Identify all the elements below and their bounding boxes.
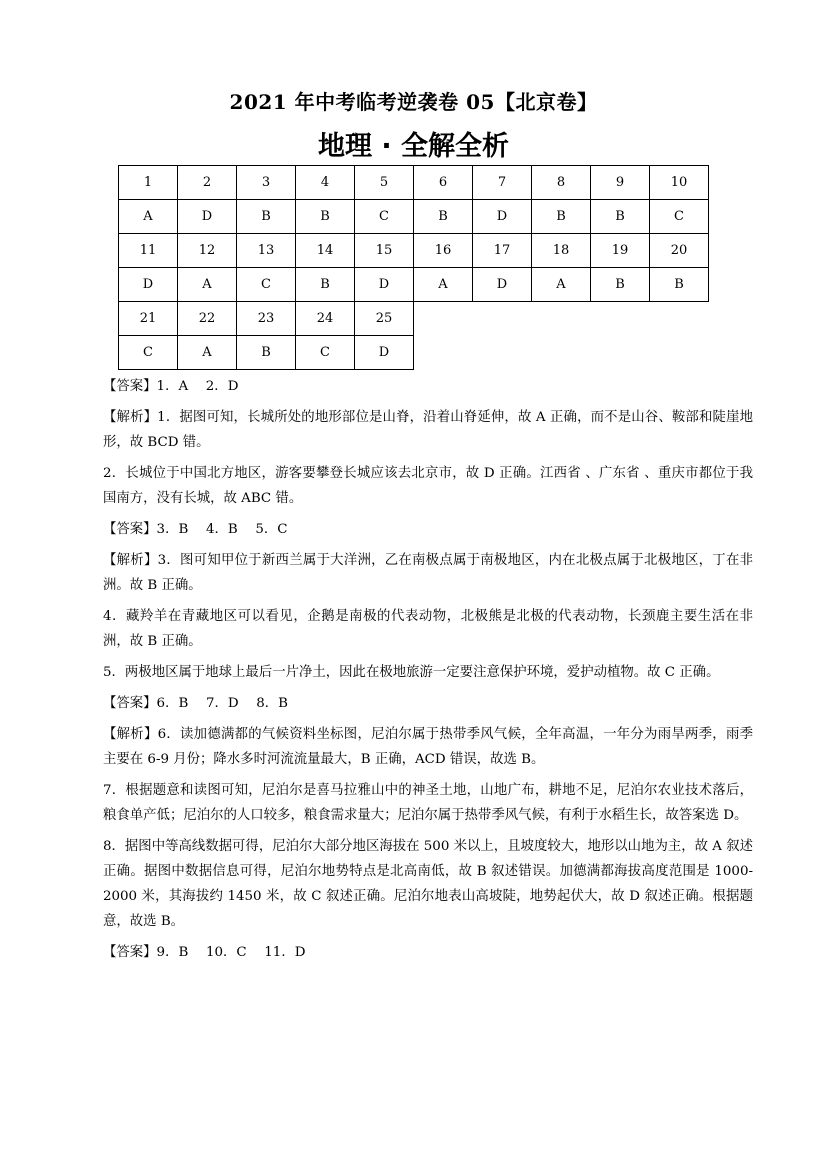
question-number-cell: 10 — [650, 166, 709, 200]
empty-cell — [532, 336, 591, 370]
explanation-paragraph: 7．根据题意和读图可知，尼泊尔是喜马拉雅山中的神圣土地，山地广布，耕地不足，尼泊尔农业技术落后，粮食单产低；尼泊尔的人口较多，粮食需求量大；尼泊尔属于热带季风气候，有利于水稻生长，故答案选 D。 — [103, 783, 753, 823]
answer-cell: D — [473, 268, 532, 302]
question-number-cell: 13 — [237, 234, 296, 268]
question-number-cell: 1 — [119, 166, 178, 200]
answer-cell: B — [591, 200, 650, 234]
answer-cell: B — [237, 336, 296, 370]
answer-cell: D — [473, 200, 532, 234]
explanation-paragraph: 【解析】3．图可知甲位于新西兰属于大洋洲，乙在南极点属于南极地区，内在北极点属于北极地区，丁在非洲。故 B 正确。 — [103, 553, 753, 593]
question-number-cell: 21 — [119, 302, 178, 336]
empty-cell — [414, 302, 473, 336]
explanation-body — [103, 374, 753, 971]
explanation-paragraph: 4．藏羚羊在青藏地区可以看见，企鹅是南极的代表动物，北极熊是北极的代表动物，长颈鹿主要生活在非洲，故 B 正确。 — [103, 609, 753, 649]
question-number-cell: 18 — [532, 234, 591, 268]
question-number-cell: 16 — [414, 234, 473, 268]
empty-cell — [591, 336, 650, 370]
answer-table-row — [119, 234, 709, 268]
answer-cell: D — [119, 268, 178, 302]
question-number-cell: 22 — [178, 302, 237, 336]
empty-cell — [473, 302, 532, 336]
answer-table-row — [119, 268, 709, 302]
answer-cell: B — [591, 268, 650, 302]
answer-cell: A — [119, 200, 178, 234]
answer-table-row — [119, 336, 709, 370]
question-number-cell: 15 — [355, 234, 414, 268]
empty-cell — [650, 336, 709, 370]
answer-line: 【答案】1．A 2．D — [103, 379, 239, 394]
question-number-cell: 3 — [237, 166, 296, 200]
question-number-cell: 9 — [591, 166, 650, 200]
answer-cell: A — [178, 268, 237, 302]
answer-cell: C — [355, 200, 414, 234]
empty-cell — [473, 336, 532, 370]
answer-cell: B — [237, 200, 296, 234]
empty-cell — [650, 302, 709, 336]
question-number-cell: 19 — [591, 234, 650, 268]
explanation-paragraph: 【解析】1．据图可知，长城所处的地形部位是山脊，沿着山脊延伸，故 A 正确，而不是山谷、鞍部和陡崖地形，故 BCD 错。 — [103, 410, 753, 450]
empty-cell — [532, 302, 591, 336]
explanation-paragraph: 【解析】6．读加德满都的气候资料坐标图，尼泊尔属于热带季风气候，全年高温，一年分为雨旱两季，雨季主要在 6-9 月份；降水多时河流流量最大，B 正确，ACD 错误，故选 B。 — [103, 727, 753, 767]
question-number-cell: 14 — [296, 234, 355, 268]
answer-cell: B — [650, 268, 709, 302]
question-number-cell: 23 — [237, 302, 296, 336]
explanation-paragraph: 8．据图中等高线数据可得，尼泊尔大部分地区海拔在 500 米以上，且坡度较大，地形以山地为主，故 A 叙述正确。据图中数据信息可得，尼泊尔地势特点是北高南低，故 B 叙述错误。加德满都海拔高度范围是 1000-2000 米，其海拔约 1450 米，故 C 叙述正确。尼泊尔地表山高坡陡，地势起伏大，故 D 叙述正确。根据题意，故选 B。 — [103, 839, 753, 929]
answer-cell: B — [296, 200, 355, 234]
question-number-cell: 4 — [296, 166, 355, 200]
answer-cell: D — [178, 200, 237, 234]
answer-cell: B — [532, 200, 591, 234]
question-number-cell: 25 — [355, 302, 414, 336]
answer-line: 【答案】3．B 4．B 5．C — [103, 522, 288, 537]
empty-cell — [414, 336, 473, 370]
question-number-cell: 11 — [119, 234, 178, 268]
answer-line: 【答案】9．B 10．C 11．D — [103, 945, 306, 960]
document-title: 2021 年中考临考逆袭卷 05【北京卷】 — [229, 90, 598, 114]
question-number-cell: 2 — [178, 166, 237, 200]
answer-cell: D — [355, 268, 414, 302]
document-subtitle: 地理 · 全解全析 — [317, 131, 510, 162]
answer-cell: C — [237, 268, 296, 302]
question-number-cell: 7 — [473, 166, 532, 200]
answer-table-row — [119, 200, 709, 234]
empty-cell — [591, 302, 650, 336]
answer-cell: C — [296, 336, 355, 370]
answer-cell: B — [414, 200, 473, 234]
question-number-cell: 20 — [650, 234, 709, 268]
answer-table-row — [119, 166, 709, 200]
answer-cell: A — [532, 268, 591, 302]
answer-table — [118, 165, 709, 370]
question-number-cell: 12 — [178, 234, 237, 268]
explanation-paragraph: 2．长城位于中国北方地区，游客要攀登长城应该去北京市，故 D 正确。江西省 、广东省 、重庆市都位于我国南方，没有长城，故 ABC 错。 — [103, 466, 753, 506]
question-number-cell: 5 — [355, 166, 414, 200]
question-number-cell: 24 — [296, 302, 355, 336]
answer-cell: A — [178, 336, 237, 370]
answer-cell: A — [414, 268, 473, 302]
question-number-cell: 17 — [473, 234, 532, 268]
answer-table-row — [119, 302, 709, 336]
answer-line: 【答案】6．B 7．D 8．B — [103, 696, 289, 711]
answer-cell: B — [296, 268, 355, 302]
answer-cell: D — [355, 336, 414, 370]
question-number-cell: 8 — [532, 166, 591, 200]
question-number-cell: 6 — [414, 166, 473, 200]
explanation-paragraph: 5．两极地区属于地球上最后一片净土，因此在极地旅游一定要注意保护环境，爱护动植物。故 C 正确。 — [103, 665, 720, 680]
answer-cell: C — [119, 336, 178, 370]
answer-cell: C — [650, 200, 709, 234]
